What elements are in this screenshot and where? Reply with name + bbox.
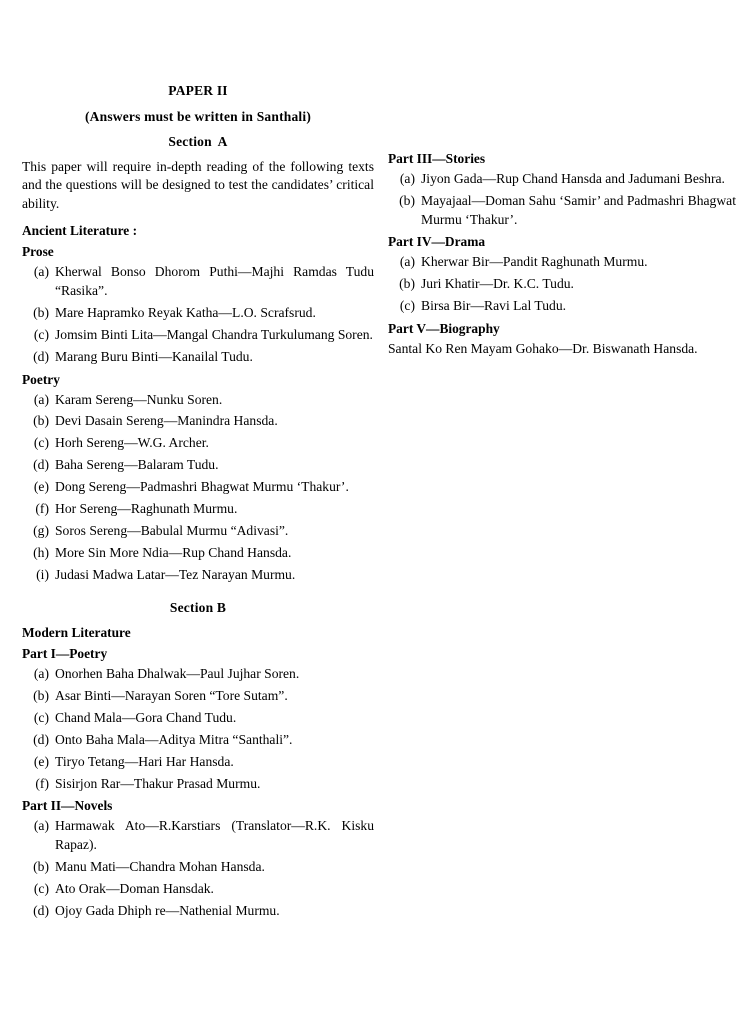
list-item-marker: (e): [33, 753, 49, 769]
part-v-entry: Santal Ko Ren Mayam Gohako—Dr. Biswanath Hansda.: [388, 341, 698, 357]
list-item-text: More Sin More Ndia—Rup Chand Hansda.: [55, 544, 292, 560]
part-ii-list: [22, 817, 374, 920]
list-item-marker: (d): [33, 457, 49, 473]
list-item: [22, 902, 374, 921]
list-item: [22, 817, 374, 854]
list-item-text: Ato Orak—Doman Hansdak.: [55, 880, 214, 896]
list-item: [22, 263, 374, 300]
list-item: [22, 348, 374, 367]
list-item: [22, 304, 374, 323]
list-item-marker: (a): [33, 391, 49, 407]
list-item-text: Birsa Bir—Ravi Lal Tudu.: [421, 298, 567, 314]
list-item-text: Jomsim Binti Lita—Mangal Chandra Turkulumang Soren.: [55, 326, 373, 342]
list-item-marker: (h): [33, 544, 49, 560]
list-item-text: Marang Buru Binti—Kanailal Tudu.: [55, 348, 253, 364]
list-item-marker: (f): [35, 775, 49, 791]
list-item-text: Manu Mati—Chandra Mohan Hansda.: [55, 859, 265, 874]
list-item-marker: (c): [33, 709, 49, 725]
list-item: [388, 275, 736, 294]
part-iv-list: [388, 253, 736, 315]
list-item: [22, 775, 374, 794]
part-iii-list: [388, 170, 736, 229]
list-item-marker: (b): [33, 304, 49, 320]
list-item-marker: (d): [33, 902, 49, 918]
list-item-marker: (b): [399, 192, 415, 208]
list-item-marker: (c): [33, 326, 49, 342]
list-item-text: Jiyon Gada—Rup Chand Hansda and Jadumani Beshra.: [421, 171, 725, 186]
page-title: PAPER II: [168, 83, 228, 98]
list-item-text: Kherwal Bonso Dhorom Puthi—Majhi Ramdas Tudu “Rasika”.: [55, 264, 374, 298]
list-item-text: Juri Khatir—Dr. K.C. Tudu.: [421, 276, 574, 292]
list-item-marker: (c): [33, 880, 49, 896]
list-item: [22, 456, 374, 475]
part-v-heading: Part V—Biography: [388, 321, 500, 337]
list-item-text: Horh Sereng—W.G. Archer.: [55, 435, 209, 451]
list-item: [22, 731, 374, 750]
list-item: [22, 709, 374, 728]
list-item-text: Karam Sereng—Nunku Soren.: [55, 391, 223, 407]
list-item-text: Chand Mala—Gora Chand Tudu.: [55, 709, 237, 725]
list-item-marker: (b): [33, 413, 49, 429]
list-item-marker: (f): [35, 501, 49, 516]
document-subtitle: (Answers must be written in Santhali): [84, 108, 312, 124]
list-item: [388, 297, 736, 316]
part-i-heading: Part I—Poetry: [22, 646, 108, 662]
list-item-text: Mare Hapramko Reyak Katha—L.O. Scrafsrud.: [55, 304, 316, 320]
part-i-list: [22, 665, 374, 793]
list-item-marker: (b): [33, 859, 49, 874]
left-column: [22, 84, 374, 924]
list-item-marker: (d): [33, 348, 49, 364]
intro-paragraph: This paper will require in-depth reading of the following texts and the questions will be designed to test the candidates’ critical ability.: [22, 158, 374, 211]
list-item: [22, 522, 374, 541]
list-item-marker: (i): [36, 566, 49, 582]
list-item-text: Soros Sereng—Babulal Murmu “Adivasi”.: [55, 522, 289, 538]
list-item-marker: (a): [399, 254, 415, 270]
list-item-marker: (a): [399, 171, 415, 186]
list-item: [22, 665, 374, 684]
list-item: [22, 326, 374, 345]
list-item: [22, 500, 374, 519]
list-item: [22, 478, 374, 497]
list-item: [22, 753, 374, 772]
list-item: [22, 858, 374, 877]
list-item: [22, 880, 374, 899]
part-ii-heading: Part II—Novels: [22, 798, 113, 814]
section-a-heading: Section A: [168, 134, 228, 149]
list-item-marker: (b): [33, 687, 49, 703]
list-item-text: Harmawak Ato—R.Karstiars (Translator—R.K. Kisku Rapaz).: [55, 818, 374, 853]
list-item-text: Asar Binti—Narayan Soren “Tore Sutam”.: [55, 687, 288, 703]
list-item: [22, 544, 374, 563]
list-item-text: Mayajaal—Doman Sahu ‘Samir’ and Padmashri Bhagwat Murmu ‘Thakur’.: [421, 192, 736, 227]
part-iv-heading: Part IV—Drama: [388, 234, 486, 250]
list-item: [22, 391, 374, 410]
list-item-marker: (g): [33, 522, 49, 538]
section-b-heading: Section B: [169, 599, 227, 615]
list-item-marker: (d): [33, 731, 49, 747]
list-item-text: Judasi Madwa Latar—Tez Narayan Murmu.: [55, 566, 296, 582]
list-item: [22, 412, 374, 431]
list-item-text: Hor Sereng—Raghunath Murmu.: [55, 501, 238, 516]
list-item: [388, 170, 736, 189]
list-item-text: Ojoy Gada Dhiph re—Nathenial Murmu.: [55, 902, 280, 918]
list-item-text: Onorhen Baha Dhalwak—Paul Jujhar Soren.: [55, 666, 300, 682]
list-item: [388, 192, 736, 229]
list-item-text: Dong Sereng—Padmashri Bhagwat Murmu ‘Thakur’.: [55, 479, 349, 495]
list-item: [388, 253, 736, 272]
list-item-text: Devi Dasain Sereng—Manindra Hansda.: [55, 413, 278, 429]
list-item-text: Onto Baha Mala—Aditya Mitra “Santhali”.: [55, 731, 293, 747]
part-iii-heading: Part III—Stories: [388, 151, 486, 166]
list-item-marker: (c): [399, 298, 415, 314]
list-item-marker: (a): [33, 818, 49, 834]
list-item-text: Baha Sereng—Balaram Tudu.: [55, 457, 219, 473]
list-item: [22, 434, 374, 453]
prose-heading: Prose: [22, 244, 54, 260]
list-item: [22, 687, 374, 706]
list-item-text: Sisirjon Rar—Thakur Prasad Murmu.: [55, 775, 261, 791]
list-item-marker: (c): [33, 435, 49, 451]
poetry-heading: Poetry: [22, 371, 60, 387]
list-item-marker: (a): [33, 264, 49, 280]
list-item-marker: (b): [399, 276, 415, 292]
prose-list: [22, 263, 374, 366]
modern-literature-heading: Modern Literature: [22, 625, 131, 641]
poetry-list: [22, 391, 374, 585]
list-item: [22, 566, 374, 585]
list-item-text: Tiryo Tetang—Hari Har Hansda.: [55, 753, 234, 769]
list-item-marker: (e): [33, 479, 49, 495]
list-item-marker: (a): [33, 666, 49, 682]
ancient-literature-heading: Ancient Literature :: [22, 223, 138, 239]
right-column: [388, 148, 736, 362]
list-item-text: Kherwar Bir—Pandit Raghunath Murmu.: [421, 254, 648, 270]
